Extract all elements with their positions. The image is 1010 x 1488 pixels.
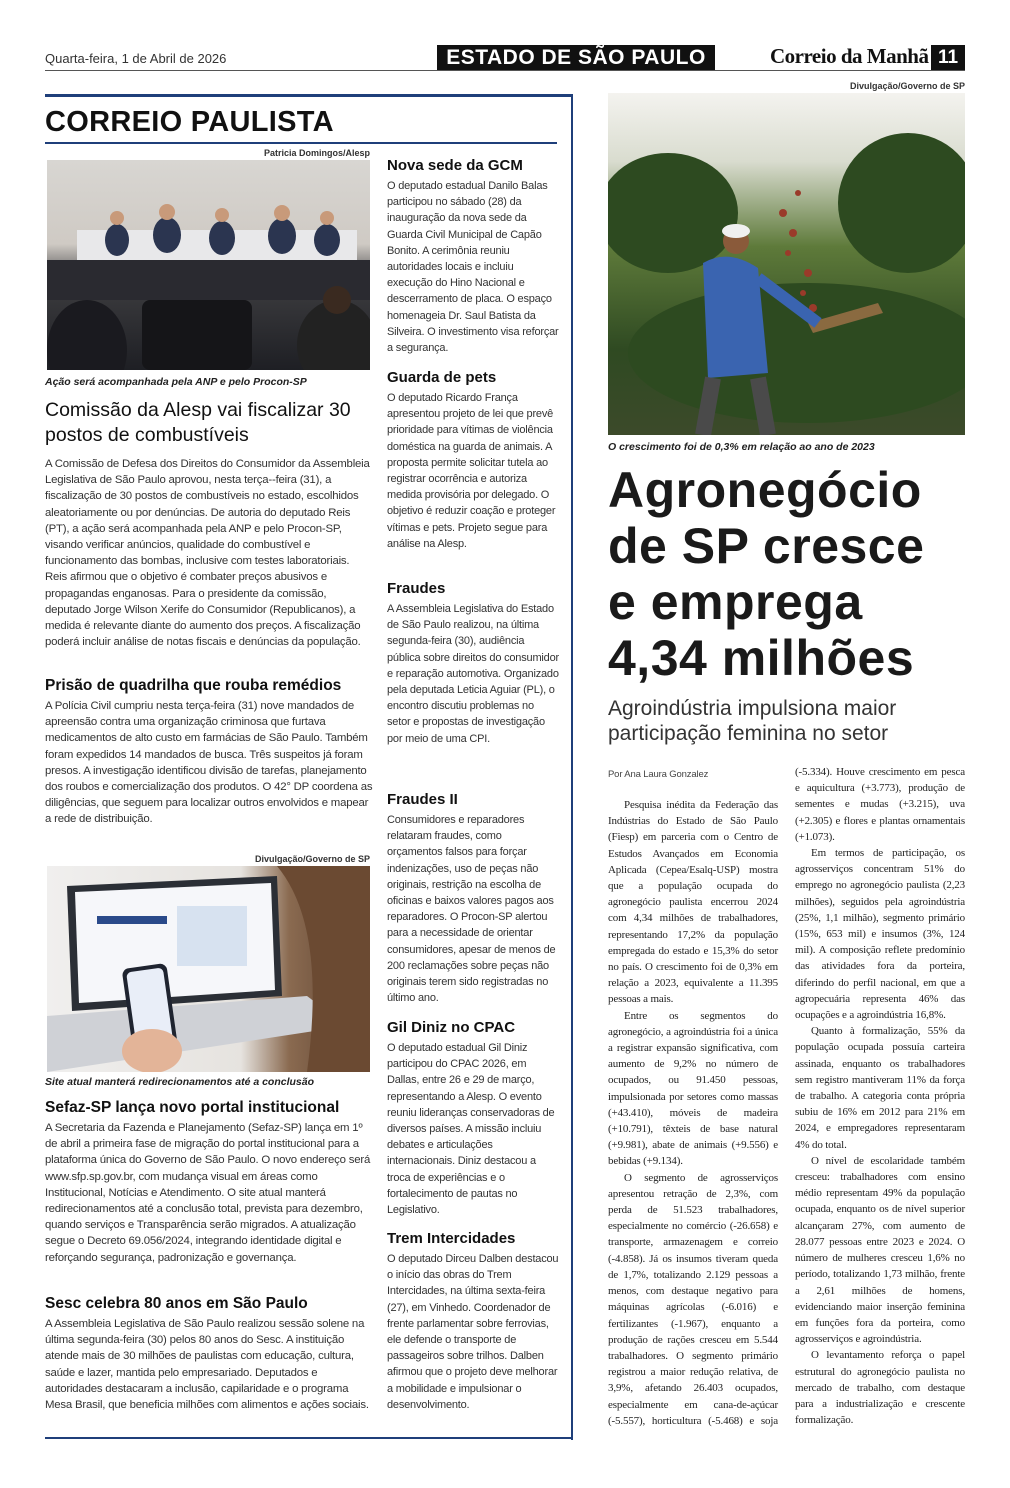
brief-body: O deputado estadual Danilo Balas participou no sábado (28) da inauguração da nova sede da Guarda Civil Municipal de Capão Bonito. A cerimônia reuniu autoridades locais e incluiu execução do Hino Nacional e descerramento de placa. O espaço homenageia Dr. Saul Batista da Silveira. O investimento visa reforçar a segurança. — [387, 180, 559, 355]
section-banner: ESTADO DE SÃO PAULO — [437, 45, 715, 71]
story-body: A Comissão de Defesa dos Direitos do Consumidor da Assembleia Legislativa de São Paulo aprovou, nesta terça--feira (31), a fiscalização de 30 postos de combustíveis no estado, escolhidos aleatoriamente ou por denúncias. De autoria do deputado Reis (PT), a ação será acompanhada pela ANP e pelo Procon-SP, visando verificar anúncios, qualidade do combustível e funcionamento das bombas, inclusive com testes laboratoriais. Reis afirmou que o objetivo é combater preços abusivos e propagandas enganosas. Para o presidente da comissão, deputado Jorge Wilson Xerife do Consumidor (Republicanos), a medida é relevante diante do aumento dos preços. A fiscalização poderá incluir análise de notas fiscais e denúncias da população. — [45, 458, 370, 649]
headline-line: 4,34 milhões — [608, 630, 915, 686]
story-headline: Sesc celebra 80 anos em São Paulo — [45, 1295, 308, 1312]
photo-credit: Patricia Domingos/Alesp — [263, 148, 370, 158]
photo-caption: Site atual manterá redirecionamentos até a conclusão — [45, 1076, 315, 1088]
story-headline: Comissão da Alesp vai fiscalizar 30 postos de combustíveis — [45, 399, 351, 446]
story-headline: Prisão de quadrilha que rouba remédios — [45, 677, 342, 694]
photo-caption: Ação será acompanhada pela ANP e pelo Procon-SP — [45, 376, 307, 388]
paragraph: O levantamento reforça o papel estrutural do agronegócio paulista no mercado de trabalho, com destaque para a industrialização e crescente formalização. — [795, 1349, 965, 1427]
photo-credit: Divulgação/Governo de SP — [849, 81, 965, 91]
feature-headline — [608, 462, 988, 686]
brief-body: O deputado estadual Gil Diniz participou do CPAC 2026, em Dallas, entre 26 e 29 de março, representando a Alesp. O evento reuniu lideranças conservadoras de diversos países. A missão incluiu debates e articulações internacionais. Diniz destacou a troca de experiências e o fortalecimento de pautas no Legislativo. — [387, 1042, 555, 1217]
brief-title: Guarda de pets — [387, 369, 497, 386]
photo-committee-meeting — [47, 160, 370, 370]
header-rule — [45, 70, 965, 71]
feature-body — [608, 764, 965, 1429]
issue-date: Quarta-feira, 1 de Abril de 2026 — [45, 51, 227, 66]
meeting-illustration — [47, 160, 370, 370]
paragraph: O segmento de agrosserviços apresentou retração de 2,3%, com perda de 51.523 trabalhadores, especialmente no comércio (-26.658) e transporte, armazenagem e correio (-4.858). Já os insumos tiveram queda de 1,7%, totalizando 2.129 pessoas a menos, com destaque negativo para máquinas agrícolas (-6.016) e fertilizantes (-1.967), enquanto a produção de rações cresceu em 5.544 trabalhadores. O segmento primário registrou a maior redução relativa, de 3,9%, afetando 26.403 ocupados, especialmente em cana-de-açúcar (-5.557), horticultura (-5.468) e soja (-5.334). Houve crescimento em pesca e aquicultura (+3.773), produção de sementes e mudas (+3.215), uva (+2.305) e flores e plantas ornamentais (+1.073). — [608, 766, 965, 1427]
column-title-rule — [45, 142, 557, 144]
brief-title: Gil Diniz no CPAC — [387, 1019, 516, 1036]
farmer-illustration — [608, 93, 965, 435]
paragraph: O nível de escolaridade também cresceu: trabalhadores com ensino médio representam 49% da população ocupada, enquanto os de nível superior alcançaram 27%, com aumento de 28.077 pessoas entre 2023 e 2024. O número de mulheres cresceu 1,6% no período, totalizando 1,73 milhão, frente a 2,61 milhões de homens, evidenciando maior inserção feminina em funções fora da porteira, como agrosserviços e agroindústria. — [795, 1154, 965, 1346]
column-border-bottom — [45, 1437, 573, 1439]
column-title: CORREIO PAULISTA — [45, 106, 334, 138]
brief-title: Nova sede da GCM — [387, 157, 523, 174]
story-body: A Assembleia Legislativa de São Paulo realizou sessão solene na última segunda-feira (30) pelos 80 anos do Sesc. A instituição atende mais de 30 milhões de paulistas com educação, cultura, saúde e lazer, mantida pelo empresariado. Deputados e autoridades destacaram a inclusão, capilaridade e o programa Mesa Brasil, que beneficia milhões com alimentos e ações sociais. — [45, 1318, 369, 1412]
story-body: A Polícia Civil cumpriu nesta terça-feira (31) nove mandados de apreensão contra uma organização criminosa que furtava medicamentos de alto custo em farmácias de São Paulo. Também foram expedidos 14 mandados de busca. Três suspeitos já foram presos. A investigação identificou divisão de tarefas, planejamento dos roubos e comercialização dos produtos. O 42° DP coordena as diligências, que seguem para localizar outros envolvidos e mapear a rede de distribuição. — [45, 700, 373, 826]
paragraph: Entre os segmentos do agronegócio, a agroindústria foi a única a registrar expansão significativa, com aumento de 9,2% no número de ocupados, ou 91.450 pessoas, impulsionada por setores como massas (+43.410), móveis de madeira (+10.791), têxteis de base natural (+9.981), abate de animais (+9.556) e bebidas (+9.134). — [608, 1009, 778, 1168]
feature-subhead: Agroindústria impulsiona maior participação feminina no setor — [608, 697, 897, 745]
brief-title: Trem Intercidades — [387, 1230, 516, 1247]
column-border-right — [571, 94, 573, 1440]
laptop-illustration — [47, 866, 370, 1072]
page-number: 11 — [931, 45, 965, 71]
byline: Por Ana Laura Gonzalez — [608, 769, 709, 780]
brief-title: Fraudes — [387, 580, 446, 597]
brief-title: Fraudes II — [387, 791, 458, 808]
paragraph: Quanto à formalização, 55% da população ocupada possuía carteira assinada, enquanto os trabalhadores sem registro mantiveram 11% da força de trabalho. A categoria conta própria subiu de 16% em 2012 para 21% em 2024, e empregadores representaram 4% do total. — [795, 1025, 965, 1151]
brief-body: Consumidores e reparadores relataram fraudes, como orçamentos falsos para forçar indenizações, uso de peças não originais, restrição na escolha de oficinas e baixos valores pagos aos reparadores. O Procon-SP alertou para a necessidade de orientar consumidores, apesar de menos de 200 reclamações sobre peças não originais terem sido registradas no último ano. — [387, 814, 556, 1005]
story-headline: Sefaz-SP lança novo portal institucional — [45, 1099, 340, 1116]
brief-body: O deputado Dirceu Dalben destacou o início das obras do Trem Intercidades, na última sexta-feira (27), em Vinhedo. Coordenador de frente parlamentar sobre ferrovias, ele defende o transporte de passageiros sobre trilhos. Dalben afirmou que o projeto deve melhorar a mobilidade e impulsionar o desenvolvimento. — [387, 1253, 559, 1411]
headline-line: Agronegócio — [608, 462, 922, 518]
headline-line: e emprega — [608, 574, 863, 630]
paragraph: Em termos de participação, os agrosserviços concentram 51% do emprego no agronegócio paulista (2,23 milhões), seguidos pela agroindústria (25%, 1,1 milhão), segmento primário (15%, 653 mil) e insumos (3%, 124 mil). A composição reflete predomínio das atividades fora da porteira, diferindo do perfil nacional, em que a agropecuária representa 46% das ocupações e a agroindústria 16,8%. — [795, 847, 965, 1022]
photo-credit: Divulgação/Governo de SP — [254, 854, 370, 864]
headline-line: de SP cresce — [608, 518, 925, 574]
brief-body: A Assembleia Legislativa do Estado de São Paulo realizou, na última segunda-feira (30), audiência pública sobre direitos do consumidor e reparação automotiva. Organizado pela deputada Leticia Aguiar (PL), o encontro discutiu problemas no setor e propostas de investigação por meio de uma CPI. — [387, 603, 559, 745]
paragraph: Pesquisa inédita da Federação das Indústrias do Estado de São Paulo (Fiesp) em parceria com o Centro de Estudos Avançados em Economia Aplicada (Cepea/Esalq-USP) mostra que a população ocupada do agronegócio paulista encerrou 2024 com 4,34 milhões de trabalhadores, representando 17,2% da população empregada do estado e 15,3% do setor no país. O crescimento foi de 0,3% em relação a 2023, equivalente a 11.395 pessoas a mais. — [608, 799, 778, 1006]
column-border-top — [45, 94, 573, 97]
photo-coffee-harvest — [608, 93, 965, 435]
photo-caption: O crescimento foi de 0,3% em relação ao ano de 2023 — [608, 441, 875, 453]
story-body: A Secretaria da Fazenda e Planejamento (Sefaz-SP) lança em 1º de abril a primeira fase de migração do portal institucional para a plataforma única do Governo de São Paulo. O novo endereço será www.sfp.sp.gov.br, com mudança visual em áreas como Institucional, Notícias e Atendimento. O site atual manterá redirecionamentos até a conclusão total, prevista para dezembro, quando serviços e Transparência serão migrados. A atualização segue o Decreto 69.056/2024, integrando identidade digital e reforçando segurança, padronização e governança. — [45, 1122, 371, 1264]
brief-body: O deputado Ricardo França apresentou projeto de lei que prevê prioridade para vítimas de violência doméstica na guarda de animais. A proposta permite solicitar tutela ao registrar ocorrência e autoriza medida provisória por delegado. O objetivo é reduzir coação e proteger vítimas e pets. Projeto segue para análise na Alesp. — [387, 392, 556, 550]
photo-laptop-phone — [47, 866, 370, 1072]
newspaper-logo: Correio da Manhã — [770, 44, 929, 68]
